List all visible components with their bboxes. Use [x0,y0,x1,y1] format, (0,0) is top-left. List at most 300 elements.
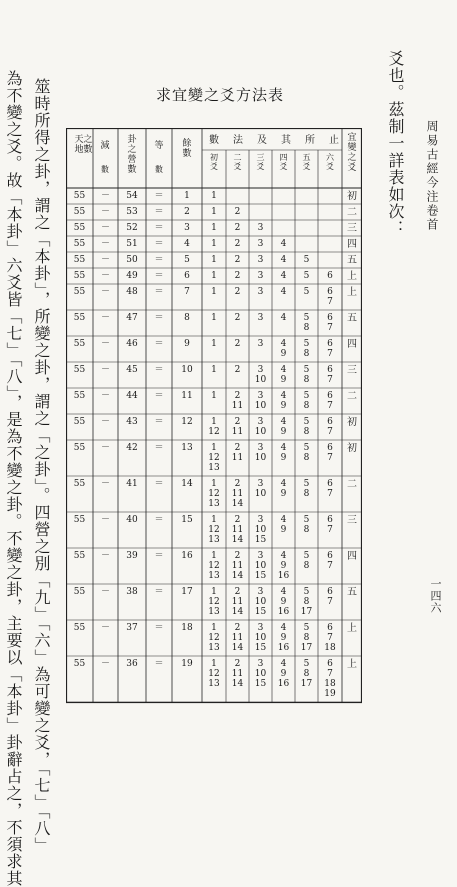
cell-line-1-value: 13 [208,679,220,689]
cell-heaven-earth: 55 [73,551,86,561]
cell-line-3-value: 3 [257,287,264,297]
cell-changing-line: 三 [347,515,357,526]
cell-line-4-value: 4 [280,339,287,349]
cell-equals: ＝ [154,223,164,233]
cell-minus: － [100,623,111,633]
cell-changing-line: 初 [347,191,357,202]
cell-remainder: 2 [184,207,190,217]
cell-line-4-value: 9 [280,375,287,385]
cell-line-1-value: 1 [211,391,217,401]
cell-line-2-value: 2 [234,223,241,233]
cell-equals: ＝ [154,255,164,265]
cell-line-5-value: 8 [303,489,310,499]
cell-heaven-earth: 55 [73,515,86,525]
cell-line-5-value: 5 [303,443,310,453]
cell-line-1-value: 12 [208,489,220,499]
cell-line-1-value: 12 [208,597,220,607]
cell-line-6-value: 6 [327,417,333,427]
cell-line-1-value: 12 [208,427,220,437]
header-hexagram-count-char: 營 [127,155,137,165]
cell-line-6-value: 6 [327,515,333,525]
cell-line-6-value: 6 [327,365,333,375]
cell-equals: ＝ [154,207,164,217]
cell-line-4-value: 4 [280,659,287,669]
header-equals-sub [155,164,163,174]
cell-line-4-value: 9 [280,669,287,679]
cell-line-3-value: 10 [254,427,267,437]
header-changing-line-char: 之 [347,153,357,163]
cell-line-6-value: 6 [327,479,333,489]
header-remainder-char: 數 [182,149,192,159]
cell-line-5-value: 17 [300,643,313,653]
cell-hexagram-count: 38 [126,587,138,597]
header-line-5 [303,153,311,171]
cell-minus: － [100,587,111,597]
cell-line-4-value: 4 [280,287,287,297]
cell-line-2-value: 2 [234,287,241,297]
cell-minus: － [100,659,111,669]
cell-line-5-value: 8 [303,453,310,463]
header-method-group-char: 其 [281,135,291,146]
cell-heaven-earth: 55 [73,417,86,427]
cell-hexagram-count: 53 [126,207,138,217]
cell-heaven-earth: 55 [73,191,86,201]
cell-line-6-value: 7 [327,375,333,385]
header-subtract-char: 減 [100,141,110,151]
cell-minus: － [100,515,111,525]
header-hexagram-count-char: 之 [127,145,137,155]
cell-hexagram-count: 49 [126,271,138,281]
header-heaven-earth-2 [83,133,92,155]
cell-line-3-value: 3 [257,515,264,525]
cell-line-3-value: 3 [257,659,264,669]
cell-line-2-value: 2 [234,391,241,401]
cell-line-2-value: 11 [231,427,244,437]
cell-heaven-earth: 55 [73,659,86,669]
cell-line-2-value: 2 [234,313,241,323]
cell-remainder: 13 [181,443,193,453]
cell-line-4-value: 9 [280,489,287,499]
header-changing-line-char: 爻 [347,163,357,173]
cell-line-6-value: 6 [327,443,333,453]
cell-line-4-value: 4 [280,391,287,401]
header-line-2-char: 爻 [233,162,242,171]
cell-line-4-value: 4 [280,365,287,375]
cell-line-5-value: 5 [303,623,310,633]
cell-line-5-value: 8 [303,561,310,571]
cell-line-4-value: 4 [280,587,287,597]
cell-line-1-value: 13 [208,535,220,545]
cell-equals: ＝ [154,659,164,669]
cell-line-1-value: 1 [211,207,217,217]
cell-minus: － [100,551,111,561]
header-changing-line [346,131,356,173]
cell-line-6-value: 6 [327,587,333,597]
cell-line-4-value: 16 [277,607,290,617]
cell-line-3-value: 3 [257,417,264,427]
cell-hexagram-count: 37 [126,623,138,633]
cell-hexagram-count: 44 [126,391,138,401]
cell-line-4-value: 16 [277,571,290,581]
cell-line-4-value: 9 [280,597,287,607]
cell-line-3-value: 3 [257,551,264,561]
header-line-1 [210,152,218,171]
cell-line-4-value: 4 [280,239,287,249]
cell-line-5-value: 5 [303,365,310,375]
cell-line-3-value: 15 [254,607,267,617]
cell-line-4-value: 9 [280,427,287,437]
cell-line-2-value: 2 [234,417,241,427]
header-method-group-char: 及 [257,135,267,146]
cell-line-2-value: 14 [231,607,244,617]
cell-line-6-value: 7 [327,669,333,679]
cell-equals: ＝ [154,339,164,349]
cell-remainder: 16 [181,551,193,561]
cell-changing-line: 四 [347,551,357,562]
cell-line-6-value: 7 [327,297,333,307]
cell-line-5-value: 5 [303,271,310,281]
cell-line-2-value: 2 [234,515,241,525]
cell-line-5-value: 8 [303,323,310,333]
cell-line-6-value: 7 [327,427,333,437]
cell-line-5-value: 8 [303,349,310,359]
cell-changing-line: 上 [347,659,357,670]
cell-line-3-value: 15 [254,571,267,581]
cell-line-3-value: 15 [254,535,267,545]
cell-heaven-earth: 55 [73,271,86,281]
cell-line-6-value: 18 [324,679,336,689]
cell-minus: － [100,191,111,201]
cell-line-1-value: 1 [211,443,217,453]
cell-changing-line: 三 [347,365,357,376]
cell-line-2-value: 11 [231,597,244,607]
cell-remainder: 12 [181,417,193,427]
cell-remainder: 7 [184,287,190,297]
cell-hexagram-count: 51 [126,239,138,249]
cell-equals: ＝ [154,271,164,281]
cell-minus: － [100,223,111,233]
cell-line-1-value: 12 [208,561,220,571]
header-changing-line-char: 變 [347,143,357,153]
cell-line-1-value: 1 [211,515,217,525]
cell-equals: ＝ [154,479,164,489]
cell-line-4-value: 9 [280,349,287,359]
cell-line-5-value: 17 [300,679,313,689]
cell-line-6-value: 7 [327,401,333,411]
cell-line-5-value: 5 [303,287,310,297]
page-number: 一四六 [429,578,442,614]
cell-line-2-value: 14 [231,571,244,581]
cell-line-4-value: 16 [277,643,290,653]
cell-line-6-value: 7 [327,323,333,333]
cell-line-1-value: 1 [211,191,217,201]
cell-line-4-value: 4 [280,551,287,561]
cell-remainder: 18 [181,623,193,633]
header-line-1-char: 爻 [210,162,218,171]
cell-hexagram-count: 45 [126,365,138,375]
cell-hexagram-count: 42 [126,443,138,453]
cell-line-2-value: 2 [234,365,241,375]
cell-remainder: 14 [181,479,193,489]
cell-line-1-value: 1 [211,365,217,375]
cell-line-3-value: 10 [254,525,267,535]
cell-hexagram-count: 47 [126,313,138,323]
cell-changing-line: 五 [347,587,357,598]
cell-line-3-value: 3 [257,587,264,597]
cell-hexagram-count: 50 [126,255,138,265]
cell-line-3-value: 10 [254,453,267,463]
cell-line-2-value: 2 [234,239,241,249]
cell-line-3-value: 3 [257,223,264,233]
cell-line-1-value: 1 [211,223,217,233]
cell-heaven-earth: 55 [73,479,86,489]
cell-line-1-value: 12 [208,669,220,679]
cell-line-5-value: 5 [303,551,310,561]
cell-line-5-value: 5 [303,391,310,401]
header-hexagram-count [127,133,137,175]
cell-remainder: 3 [184,223,190,233]
cell-line-3-value: 3 [257,365,264,375]
cell-line-3-value: 3 [257,271,264,281]
cell-equals: ＝ [154,587,164,597]
header-line-5-char: 爻 [302,162,311,171]
method-table-grid [66,128,362,704]
cell-heaven-earth: 55 [73,623,86,633]
header-line-6 [326,152,335,171]
cell-minus: － [100,391,111,401]
cell-line-1-value: 1 [211,287,217,297]
cell-line-4-value: 9 [280,525,287,535]
body-text-right: 爻也。茲制一詳表如次： [386,50,405,237]
cell-line-3-value: 10 [254,561,267,571]
cell-line-4-value: 9 [280,453,287,463]
cell-line-5-value: 8 [303,525,310,535]
cell-remainder: 17 [181,587,193,597]
header-heaven-earth-char: 地 [74,145,84,155]
cell-remainder: 5 [184,255,190,265]
cell-line-5-value: 5 [303,255,310,265]
header-line-1-char: 初 [210,153,218,162]
header-method-group-char: 法 [233,135,243,146]
cell-line-4-value: 16 [277,679,290,689]
cell-equals: ＝ [154,391,164,401]
cell-changing-line: 二 [347,391,357,402]
cell-line-6-value: 19 [324,689,336,699]
cell-line-4-value: 9 [280,561,287,571]
cell-line-6-value: 6 [327,659,333,669]
cell-line-2-value: 2 [234,551,241,561]
cell-line-1-value: 1 [211,313,217,323]
cell-line-6-value: 6 [327,271,333,281]
cell-equals: ＝ [154,443,164,453]
cell-line-1-value: 12 [208,525,220,535]
header-line-3-char: 三 [256,153,265,162]
cell-hexagram-count: 40 [126,515,138,525]
cell-line-3-value: 10 [254,633,267,643]
cell-line-6-value: 6 [327,313,333,323]
cell-line-4-value: 9 [280,633,287,643]
cell-changing-line: 二 [347,207,357,218]
running-header-title: 周易古經今注卷首 [425,120,439,232]
cell-line-2-value: 2 [234,443,241,453]
cell-hexagram-count: 41 [126,479,138,489]
cell-remainder: 15 [181,515,193,525]
cell-minus: － [100,271,111,281]
cell-hexagram-count: 54 [126,191,138,201]
cell-minus: － [100,443,111,453]
cell-line-1-value: 1 [211,659,217,669]
cell-equals: ＝ [154,239,164,249]
header-subtract-sub-char: 數 [101,165,109,174]
header-line-4-char: 爻 [279,162,288,171]
cell-line-3-value: 3 [257,391,264,401]
cell-line-2-value: 2 [234,339,241,349]
header-line-3-char: 爻 [256,162,265,171]
cell-heaven-earth: 55 [73,443,86,453]
cell-line-2-value: 11 [231,453,244,463]
cell-hexagram-count: 46 [126,339,138,349]
cell-line-5-value: 5 [303,515,310,525]
cell-heaven-earth: 55 [73,255,86,265]
header-heaven-earth-2-char: 之 [83,135,93,145]
cell-line-1-value: 1 [211,417,217,427]
cell-line-3-value: 15 [254,643,267,653]
cell-changing-line: 四 [347,239,357,250]
cell-line-1-value: 13 [208,643,220,653]
header-line-5-char: 五 [302,153,311,162]
cell-line-4-value: 4 [280,479,287,489]
cell-heaven-earth: 55 [73,391,86,401]
cell-changing-line: 二 [347,479,357,490]
cell-line-5-value: 8 [303,597,310,607]
header-subtract-sub [101,164,109,174]
cell-line-4-value: 4 [280,313,287,323]
cell-minus: － [100,287,111,297]
header-hexagram-count-char: 卦 [127,135,137,145]
cell-line-1-value: 13 [208,463,220,473]
cell-heaven-earth: 55 [73,313,86,323]
cell-changing-line: 上 [347,287,357,298]
header-hexagram-count-char: 數 [127,165,137,175]
cell-changing-line: 初 [347,417,357,428]
cell-changing-line: 五 [347,313,357,324]
cell-changing-line: 三 [347,223,357,234]
cell-heaven-earth: 55 [73,587,86,597]
cell-line-1-value: 13 [208,499,220,509]
cell-line-2-value: 2 [234,659,241,669]
cell-line-1-value: 13 [208,571,220,581]
cell-line-1-value: 1 [211,255,217,265]
cell-equals: ＝ [154,515,164,525]
cell-line-1-value: 1 [211,587,217,597]
cell-remainder: 8 [184,313,190,323]
cell-minus: － [100,207,111,217]
cell-line-4-value: 4 [280,417,287,427]
cell-line-1-value: 1 [211,479,217,489]
cell-changing-line: 上 [347,623,357,634]
cell-line-2-value: 2 [234,479,241,489]
cell-line-6-value: 6 [327,391,333,401]
cell-line-6-value: 7 [327,453,333,463]
cell-line-6-value: 7 [327,349,333,359]
header-line-2 [234,153,242,171]
cell-line-6-value: 7 [327,561,333,571]
cell-line-2-value: 14 [231,535,244,545]
cell-line-3-value: 10 [254,375,267,385]
cell-changing-line: 五 [347,255,357,266]
cell-heaven-earth: 55 [73,365,86,375]
cell-equals: ＝ [154,623,164,633]
cell-line-6-value: 7 [327,597,333,607]
cell-minus: － [100,239,111,249]
cell-heaven-earth: 55 [73,339,86,349]
header-equals [154,139,163,151]
cell-equals: ＝ [154,313,164,323]
cell-hexagram-count: 48 [126,287,138,297]
cell-line-5-value: 5 [303,659,310,669]
cell-line-2-value: 11 [231,669,244,679]
cell-minus: － [100,365,111,375]
cell-line-2-value: 11 [231,489,244,499]
cell-line-2-value: 11 [231,401,244,411]
header-heaven-earth-char: 天 [74,135,84,145]
cell-line-1-value: 1 [211,339,217,349]
cell-line-4-value: 4 [280,255,287,265]
cell-line-1-value: 1 [211,271,217,281]
header-line-6-char: 爻 [326,162,334,171]
cell-line-3-value: 10 [254,597,267,607]
cell-heaven-earth: 55 [73,239,86,249]
method-table [66,128,362,708]
cell-line-2-value: 14 [231,679,244,689]
cell-changing-line: 初 [347,443,357,454]
cell-line-3-value: 10 [254,489,267,499]
cell-line-1-value: 12 [208,453,220,463]
cell-heaven-earth: 55 [73,223,86,233]
cell-line-2-value: 11 [231,561,244,571]
header-equals-sub-char: 數 [155,165,163,174]
cell-equals: ＝ [154,191,164,201]
cell-minus: － [100,339,111,349]
header-heaven-earth-2-char: 數 [83,145,93,155]
cell-line-3-value: 3 [257,479,264,489]
header-remainder [182,137,191,159]
cell-line-3-value: 10 [254,669,267,679]
cell-line-2-value: 2 [234,623,241,633]
cell-line-6-value: 7 [327,489,333,499]
cell-line-5-value: 5 [303,313,310,323]
cell-remainder: 19 [181,659,193,669]
cell-line-5-value: 8 [303,633,310,643]
cell-changing-line: 上 [347,271,357,282]
cell-line-6-value: 7 [327,633,333,643]
header-method-group-char: 所 [305,135,315,146]
body-text-left-1: 筮時所得之卦，謂之「本卦」，所變之卦，謂之「之卦」。四營之別「九」「六」為可變之爻，「七」「八」 [32,78,51,854]
body-text-left-2: 為不變之爻。故「本卦」六爻皆「七」「八」，是為不變之卦。不變之卦，主要以「本卦」卦辭占之，不須求其 [4,70,23,887]
cell-line-4-value: 4 [280,515,287,525]
cell-changing-line: 四 [347,339,357,350]
cell-line-2-value: 11 [231,633,244,643]
cell-remainder: 11 [181,391,193,401]
cell-line-1-value: 13 [208,607,220,617]
cell-line-3-value: 15 [254,679,267,689]
header-changing-line-char: 宜 [347,133,357,143]
cell-heaven-earth: 55 [73,207,86,217]
cell-line-2-value: 11 [231,525,244,535]
cell-line-3-value: 10 [254,401,267,411]
cell-hexagram-count: 36 [126,659,138,669]
header-equals-char: 等 [154,141,164,151]
